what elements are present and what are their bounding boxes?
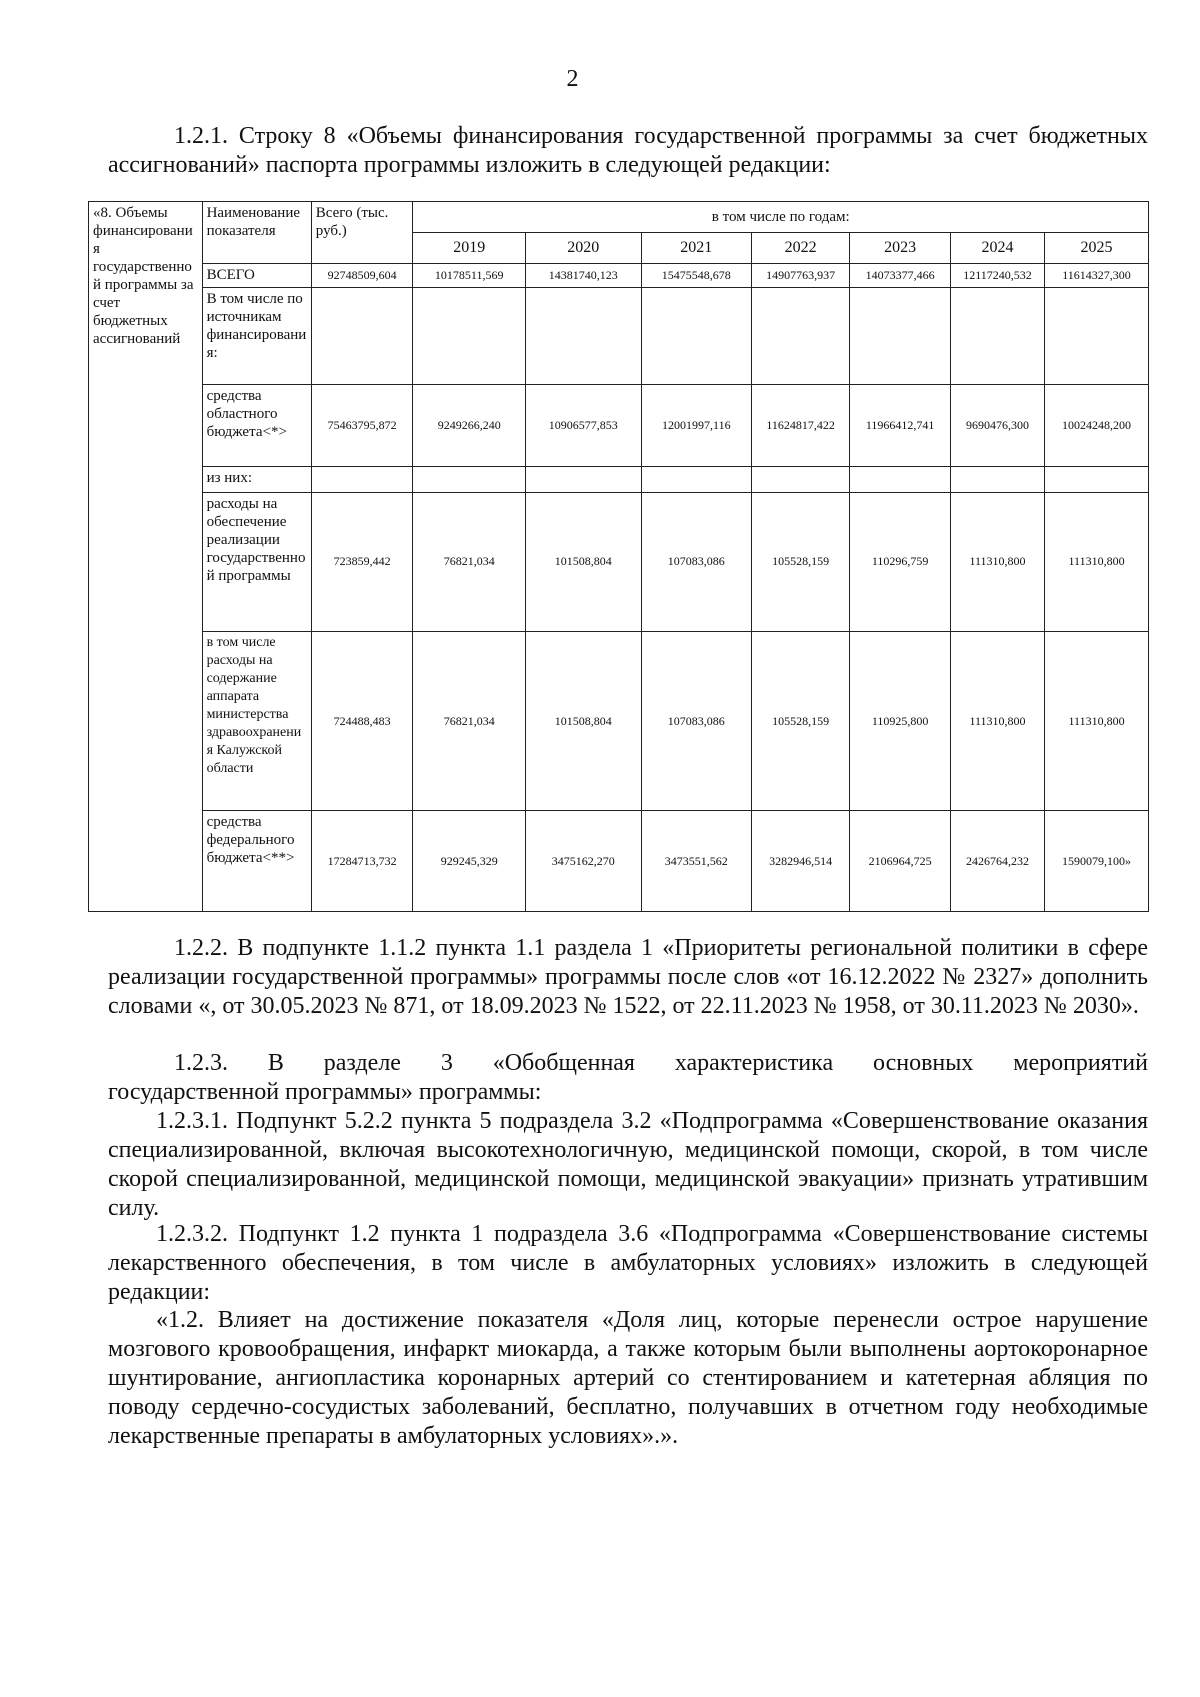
table-row (89, 467, 1149, 492)
row-value: 9249266,240 (413, 385, 525, 467)
year-header: 2024 (950, 233, 1044, 264)
row-value: 9690476,300 (950, 385, 1044, 467)
row-value (1045, 288, 1149, 385)
row-value: 3282946,514 (751, 811, 849, 912)
row-value: 12117240,532 (950, 264, 1044, 288)
row-name: ВСЕГО (202, 264, 311, 288)
row-value (850, 288, 951, 385)
table-row (89, 385, 1149, 467)
row-value (641, 288, 751, 385)
paragraph-1-2-2: 1.2.2. В подпункте 1.1.2 пункта 1.1 раздела 1 «Приоритеты региональной политики в сфере реализации государственной программы» программы после слов «от 16.12.2022 № 2327» дополнить словами «, от 30.05.2023 № 871, от 18.09.2023 № 1522, от 22.11.2023 № 1958, от 30.11.2023 № 2030». (108, 935, 1148, 1019)
row-value: 14381740,123 (525, 264, 641, 288)
row-total: 92748509,604 (311, 264, 413, 288)
row-value: 12001997,116 (641, 385, 751, 467)
row-value (641, 467, 751, 492)
row-value: 3473551,562 (641, 811, 751, 912)
row-name: средства областного бюджета<*> (202, 385, 311, 467)
table-row (89, 632, 1149, 811)
row-value: 101508,804 (525, 632, 641, 811)
table-row (89, 264, 1149, 288)
row-value: 15475548,678 (641, 264, 751, 288)
row-value: 76821,034 (413, 492, 525, 632)
row-value (1045, 467, 1149, 492)
table-row (89, 492, 1149, 632)
paragraph-1-2-3-line1: 1.2.3. В разделе 3 «Обобщенная характеристика основных мероприятий (174, 1050, 1148, 1076)
paragraph-1-2-3-2: 1.2.3.2. Подпункт 1.2 пункта 1 подраздела 3.6 «Подпрограмма «Совершенствование системы лекарственного обеспечения, в том числе в амбулаторных условиях» изложить в следующей редакции: (108, 1221, 1148, 1305)
table-row (89, 288, 1149, 385)
header-total: Всего (тыс. руб.) (311, 202, 413, 264)
row-name: средства федерального бюджета<**> (202, 811, 311, 912)
row-value: 76821,034 (413, 632, 525, 811)
table-first-cell: «8. Объемы финансирования государственной программы за счет бюджетных ассигнований (89, 202, 203, 912)
row-value: 14073377,466 (850, 264, 951, 288)
row-value: 929245,329 (413, 811, 525, 912)
row-value: 14907763,937 (751, 264, 849, 288)
row-value (751, 288, 849, 385)
row-value: 107083,086 (641, 632, 751, 811)
row-value (850, 467, 951, 492)
year-header: 2025 (1045, 233, 1149, 264)
row-name: В том числе по источникам финансирования: (202, 288, 311, 385)
row-total: 17284713,732 (311, 811, 413, 912)
year-header: 2023 (850, 233, 951, 264)
year-header: 2019 (413, 233, 525, 264)
row-value: 11966412,741 (850, 385, 951, 467)
row-value (413, 288, 525, 385)
row-value: 101508,804 (525, 492, 641, 632)
row-value: 2106964,725 (850, 811, 951, 912)
year-header: 2022 (751, 233, 849, 264)
paragraph-quote: «1.2. Влияет на достижение показателя «Доля лиц, которые перенесли острое нарушение мозгового кровообращения, инфаркт миокарда, а также которым были выполнены аортокоронарное шунтирование, ангиопластика коронарных артерий со стентированием и катетерная абляция по поводу сердечно-сосудистых заболеваний, бесплатно, получавших в отчетном году необходимые лекарственные препараты в амбулаторных условиях».». (108, 1307, 1148, 1449)
row-value (950, 288, 1044, 385)
row-value: 10906577,853 (525, 385, 641, 467)
row-value: 111310,800 (1045, 632, 1149, 811)
row-total (311, 467, 413, 492)
row-value (525, 288, 641, 385)
row-total: 724488,483 (311, 632, 413, 811)
row-value: 110296,759 (850, 492, 951, 632)
row-value: 111310,800 (1045, 492, 1149, 632)
page-number: 2 (566, 66, 579, 92)
table-row (89, 811, 1149, 912)
row-value (525, 467, 641, 492)
row-value: 111310,800 (950, 492, 1044, 632)
row-value: 105528,159 (751, 632, 849, 811)
year-header: 2020 (525, 233, 641, 264)
row-value: 107083,086 (641, 492, 751, 632)
row-total: 723859,442 (311, 492, 413, 632)
row-name: из них: (202, 467, 311, 492)
row-total: 75463795,872 (311, 385, 413, 467)
row-value: 1590079,100» (1045, 811, 1149, 912)
row-name: в том числе расходы на содержание аппарата министерства здравоохранения Калужской области (202, 632, 311, 811)
financing-table (88, 201, 1149, 912)
row-value: 10024248,200 (1045, 385, 1149, 467)
row-value: 3475162,270 (525, 811, 641, 912)
paragraph-1-2-3-line2: государственной программы» программы: (108, 1079, 542, 1105)
row-value: 11624817,422 (751, 385, 849, 467)
header-name: Наименование показателя (202, 202, 311, 264)
paragraph-1-2-1: 1.2.1. Строку 8 «Объемы финансирования государственной программы за счет бюджетных ассигнований» паспорта программы изложить в следующей редакции: (108, 123, 1148, 178)
row-name: расходы на обеспечение реализации государственной программы (202, 492, 311, 632)
row-value: 111310,800 (950, 632, 1044, 811)
row-value (413, 467, 525, 492)
header-by-years: в том числе по годам: (413, 202, 1149, 233)
row-total (311, 288, 413, 385)
row-value: 2426764,232 (950, 811, 1044, 912)
row-value (950, 467, 1044, 492)
row-value: 110925,800 (850, 632, 951, 811)
year-header: 2021 (641, 233, 751, 264)
row-value (751, 467, 849, 492)
row-value: 105528,159 (751, 492, 849, 632)
paragraph-1-2-3-1: 1.2.3.1. Подпункт 5.2.2 пункта 5 подраздела 3.2 «Подпрограмма «Совершенствование оказания специализированной, включая высокотехнологичную, медицинской помощи, скорой, в том числе скорой специализированной, медицинской помощи, медицинской эвакуации» признать утратившим силу. (108, 1108, 1148, 1221)
row-value: 10178511,569 (413, 264, 525, 288)
row-value: 11614327,300 (1045, 264, 1149, 288)
